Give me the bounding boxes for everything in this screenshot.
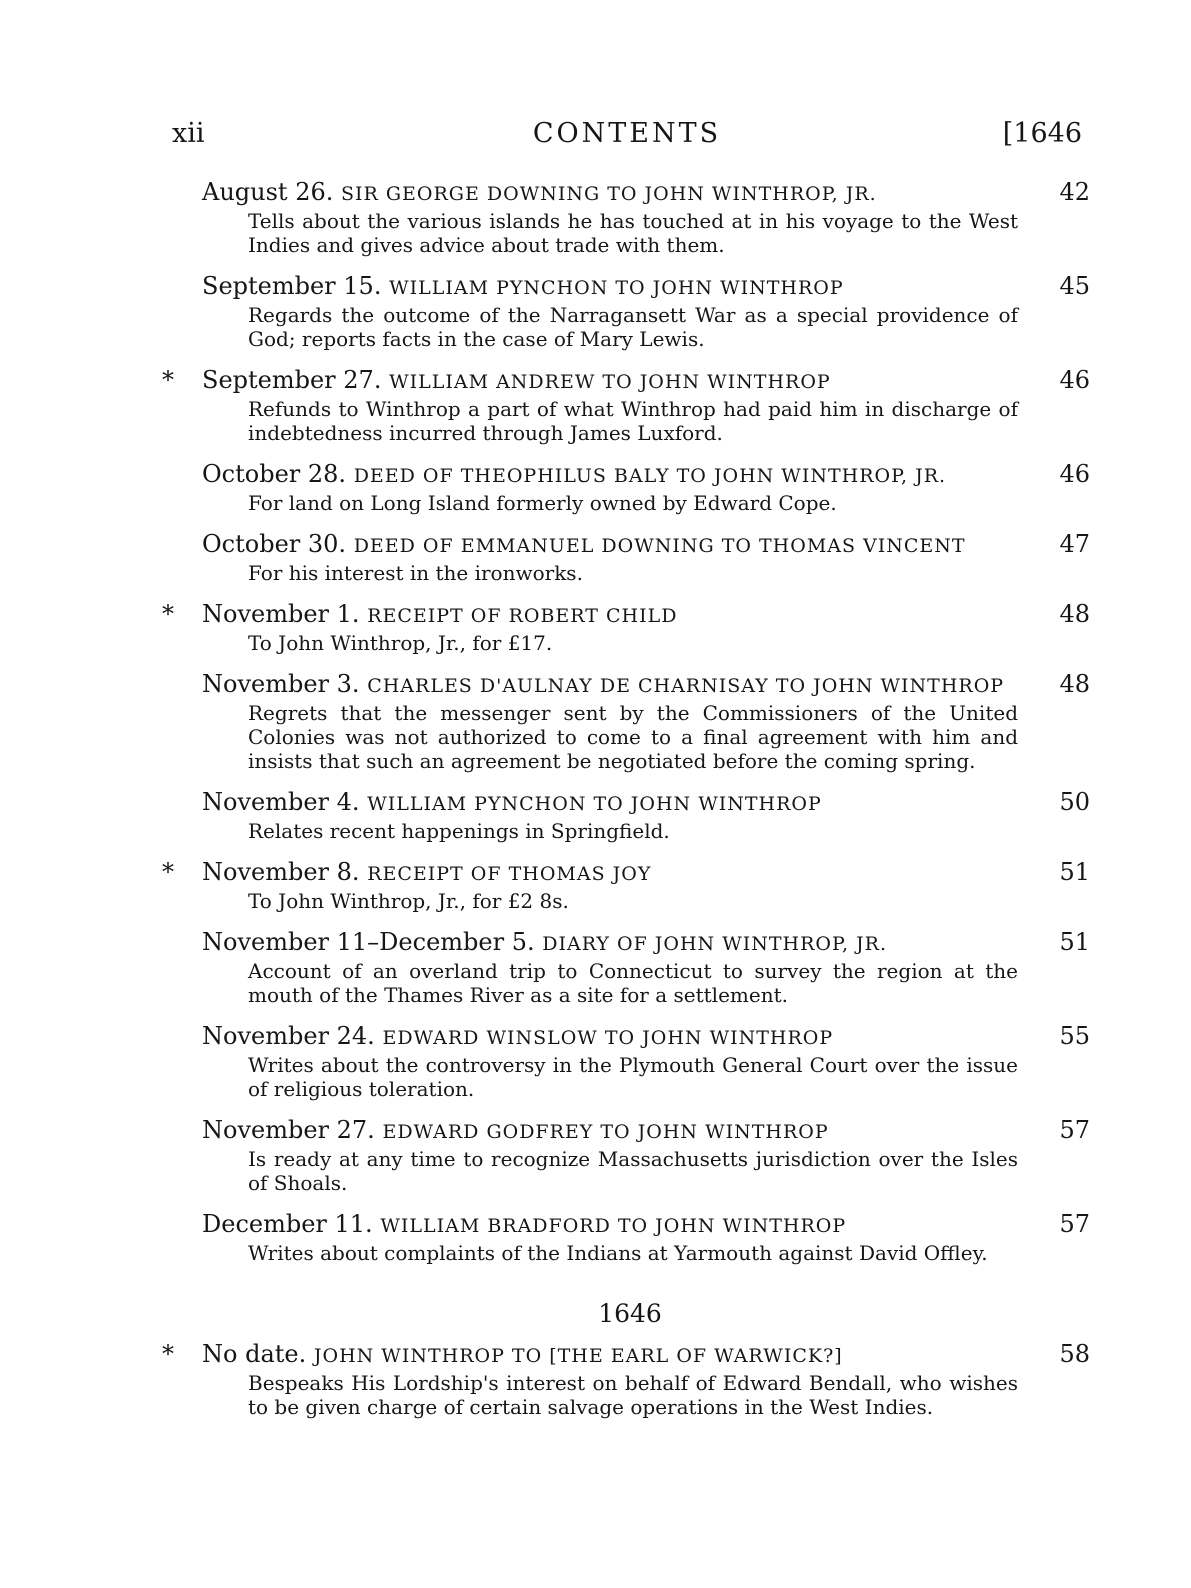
star-marker: * — [162, 366, 174, 394]
entry-page-number: 47 — [1059, 530, 1090, 558]
entry-title: CHARLES D'AULNAY DE CHARNISAY TO JOHN WINTHROP — [367, 675, 1005, 697]
entry-summary: Relates recent happenings in Springfield. — [248, 819, 670, 843]
entry-page-number: 50 — [1059, 788, 1090, 816]
entry-page-number: 42 — [1059, 178, 1090, 206]
entry-date: November 4. — [202, 788, 360, 816]
entry-date: November 24. — [202, 1022, 375, 1050]
entry-summary: Regrets that the messenger sent by the Commissioners of the United Colonies was not authorized to come to a final agreement with him and insists that such an agreement be negotiated before the coming spring. — [248, 701, 1018, 773]
folio-number: xii — [172, 118, 205, 149]
year-heading: 1646 — [598, 1299, 662, 1328]
entry-title: WILLIAM PYNCHON TO JOHN WINTHROP — [389, 277, 844, 299]
page-title: CONTENTS — [532, 118, 722, 149]
entry-summary: Writes about complaints of the Indians at Yarmouth against David Offley. — [248, 1241, 988, 1265]
running-head — [172, 118, 1082, 158]
contents-entry — [170, 1207, 1090, 1265]
entry-summary: To John Winthrop, Jr., for £2 8s. — [248, 889, 569, 913]
contents-entry — [162, 855, 1090, 913]
contents-entry — [170, 527, 1090, 585]
entry-summary: Refunds to Winthrop a part of what Winthrop had paid him in discharge of indebtedness incurred through James Luxford. — [248, 397, 1018, 445]
entry-page-number: 45 — [1059, 272, 1090, 300]
contents-entry — [170, 1113, 1090, 1195]
entry-title: RECEIPT OF THOMAS JOY — [367, 863, 652, 885]
star-marker: * — [162, 1340, 174, 1368]
contents-entry — [170, 269, 1090, 351]
entry-title: WILLIAM BRADFORD TO JOHN WINTHROP — [380, 1215, 847, 1237]
running-head-year: [1646 — [1002, 118, 1082, 149]
entry-page-number: 48 — [1059, 670, 1090, 698]
entry-title: JOHN WINTHROP TO [THE EARL OF WARWICK?] — [313, 1345, 843, 1367]
entry-page-number: 58 — [1059, 1340, 1090, 1368]
entry-title: WILLIAM PYNCHON TO JOHN WINTHROP — [367, 793, 822, 815]
entry-page-number: 55 — [1059, 1022, 1090, 1050]
entry-title: DEED OF THEOPHILUS BALY TO JOHN WINTHROP, JR. — [353, 465, 947, 487]
entry-title: SIR GEORGE DOWNING TO JOHN WINTHROP, JR. — [341, 183, 877, 205]
entry-page-number: 57 — [1059, 1116, 1090, 1144]
entry-date: November 11–December 5. — [202, 928, 535, 956]
star-marker: * — [162, 600, 174, 628]
entry-title: EDWARD GODFREY TO JOHN WINTHROP — [382, 1121, 829, 1143]
entry-date: November 1. — [202, 600, 360, 628]
entry-summary: For land on Long Island formerly owned by Edward Cope. — [248, 491, 837, 515]
entry-summary: Tells about the various islands he has touched at in his voyage to the West Indies and gives advice about trade with them. — [248, 209, 1018, 257]
entry-date: November 8. — [202, 858, 360, 886]
entry-page-number: 51 — [1059, 928, 1090, 956]
entry-page-number: 46 — [1059, 366, 1090, 394]
entry-summary: Account of an overland trip to Connecticut to survey the region at the mouth of the Thames River as a site for a settlement. — [248, 959, 1018, 1007]
entry-date: December 11. — [202, 1210, 373, 1238]
entry-summary: For his interest in the ironworks. — [248, 561, 583, 585]
entry-summary: To John Winthrop, Jr., for £17. — [248, 631, 553, 655]
entry-summary: Bespeaks His Lordship's interest on behalf of Edward Bendall, who wishes to be given charge of certain salvage operations in the West Indies. — [248, 1371, 1018, 1419]
entry-title: DIARY OF JOHN WINTHROP, JR. — [542, 933, 887, 955]
entry-date: November 3. — [202, 670, 360, 698]
entry-date: August 26. — [202, 178, 334, 206]
entry-date: November 27. — [202, 1116, 375, 1144]
contents-entry — [170, 1019, 1090, 1101]
contents-entry — [170, 785, 1090, 843]
star-marker: * — [162, 858, 174, 886]
entry-page-number: 57 — [1059, 1210, 1090, 1238]
contents-entry — [170, 925, 1090, 1007]
contents-entry — [162, 1337, 1090, 1419]
contents-entry — [170, 457, 1090, 515]
entry-date: No date. — [202, 1340, 307, 1368]
entry-title: DEED OF EMMANUEL DOWNING TO THOMAS VINCENT — [353, 535, 966, 557]
entry-date: September 15. — [202, 272, 382, 300]
entry-title: RECEIPT OF ROBERT CHILD — [367, 605, 678, 627]
contents-entry — [162, 363, 1090, 445]
contents-list — [162, 175, 1090, 1431]
entry-date: October 28. — [202, 460, 347, 488]
entry-summary: Writes about the controversy in the Plymouth General Court over the issue of religious toleration. — [248, 1053, 1018, 1101]
entry-date: October 30. — [202, 530, 347, 558]
entry-page-number: 46 — [1059, 460, 1090, 488]
entry-summary: Is ready at any time to recognize Massachusetts jurisdiction over the Isles of Shoals. — [248, 1147, 1018, 1195]
entry-title: WILLIAM ANDREW TO JOHN WINTHROP — [389, 371, 831, 393]
contents-entry — [170, 175, 1090, 257]
entry-page-number: 51 — [1059, 858, 1090, 886]
entry-date: September 27. — [202, 366, 382, 394]
entry-summary: Regards the outcome of the Narragansett War as a special providence of God; reports facts in the case of Mary Lewis. — [248, 303, 1018, 351]
contents-entry — [170, 667, 1090, 773]
contents-entry — [162, 597, 1090, 655]
entry-page-number: 48 — [1059, 600, 1090, 628]
entry-title: EDWARD WINSLOW TO JOHN WINTHROP — [382, 1027, 834, 1049]
